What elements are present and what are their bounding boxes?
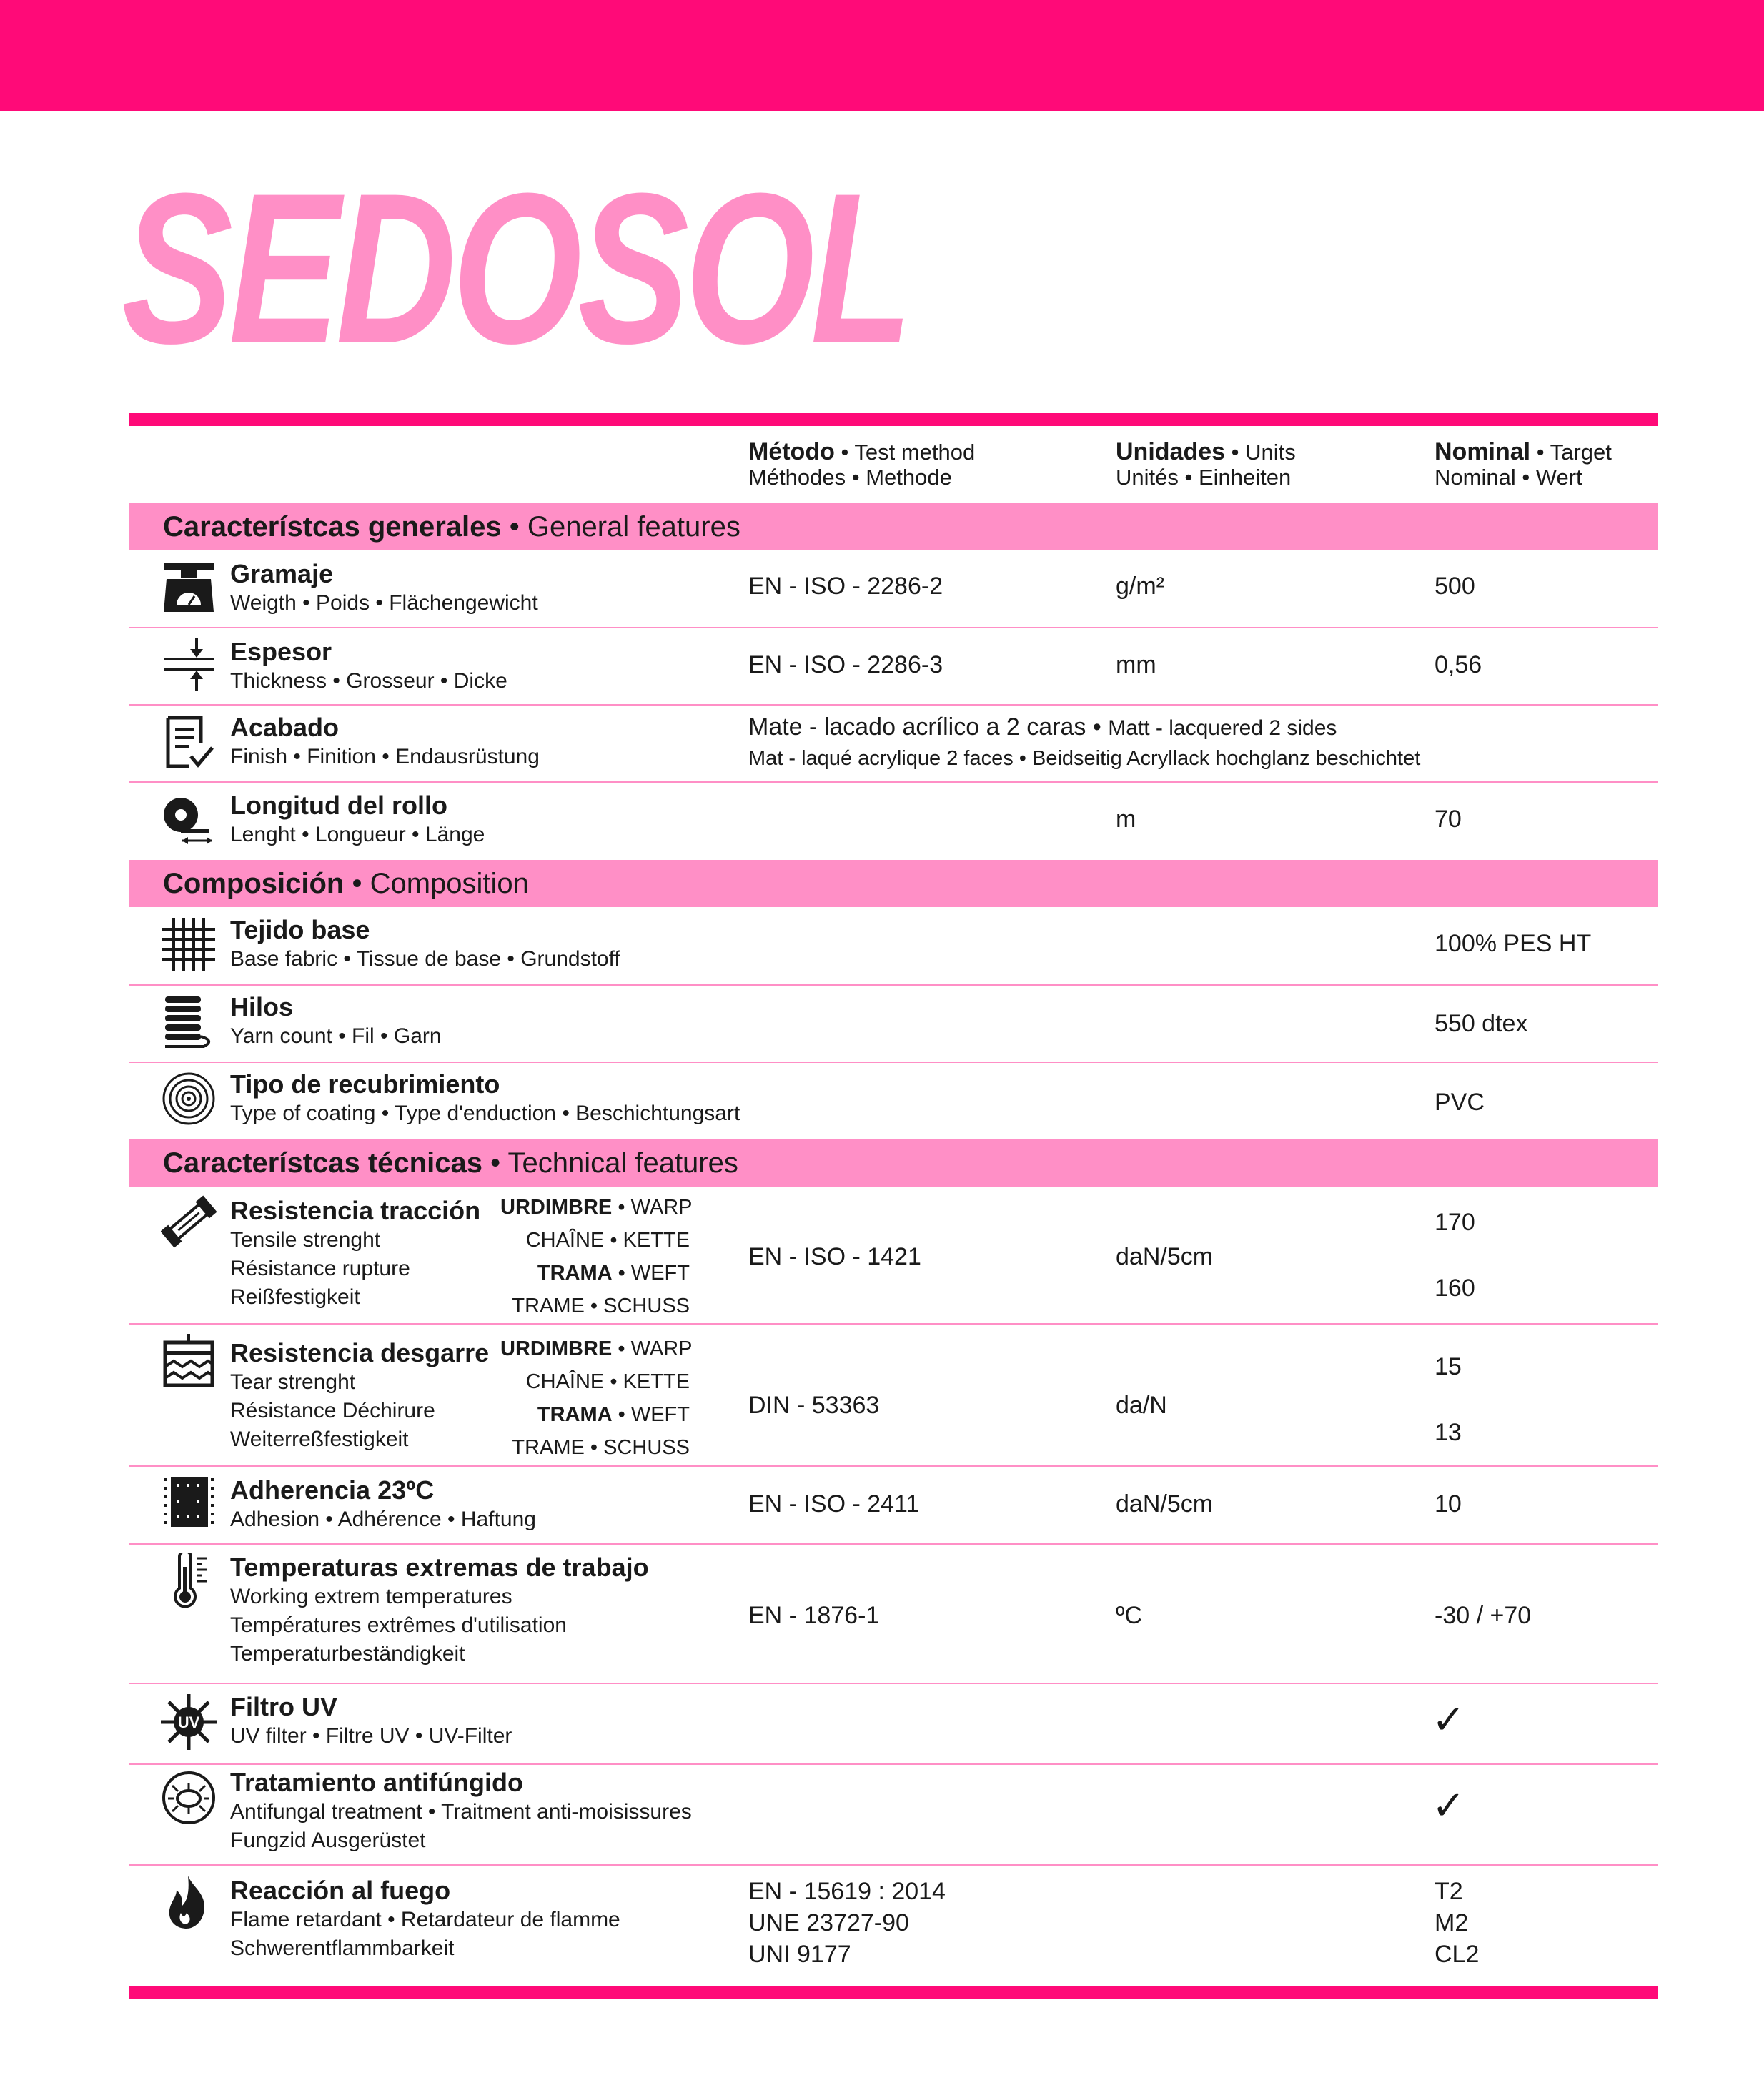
temperaturas-method: EN - 1876-1	[748, 1602, 880, 1629]
tear-test-icon	[161, 1334, 217, 1390]
row-separator	[129, 1543, 1658, 1545]
row-acabado-label: Acabado Finish • Finition • Endausrüstung	[230, 713, 540, 768]
row-gramaje-label: Gramaje Weigth • Poids • Flächengewicht	[230, 559, 538, 615]
row-uv-label: Filtro UV UV filter • Filtre UV • UV-Filter	[230, 1692, 512, 1748]
antifungal-icon	[161, 1770, 217, 1826]
row-tejido-label: Tejido base Base fabric • Tissue de base • Grundstoff	[230, 915, 620, 971]
longitud-unit: m	[1116, 806, 1136, 833]
thermometer-icon	[161, 1553, 217, 1608]
section-composition: Composición • Composition	[129, 860, 1658, 907]
desgarre-direction-labels: URDIMBRE • WARP CHAÎNE • KETTE TRAMA • WEFT TRAME • SCHUSS	[500, 1337, 693, 1459]
desgarre-unit: da/N	[1116, 1392, 1167, 1419]
top-rule	[129, 413, 1658, 426]
coating-layers-icon	[161, 1071, 217, 1127]
row-hilos-label: Hilos Yarn count • Fil • Garn	[230, 992, 442, 1048]
desgarre-method: DIN - 53363	[748, 1392, 880, 1419]
traccion-value-warp: 170	[1435, 1209, 1475, 1236]
row-espesor-label: Espesor Thickness • Grosseur • Dicke	[230, 637, 507, 693]
section-technical-features: Característcas técnicas • Technical features	[129, 1139, 1658, 1187]
row-separator	[129, 627, 1658, 628]
svg-text:UV: UV	[177, 1713, 200, 1731]
row-antifungico-label: Tratamiento antifúngido Antifungal treatment • Traitment anti-moisissures Fungzid Ausgerüstet	[230, 1768, 692, 1852]
product-title: SEDOSOL	[122, 148, 908, 388]
adherencia-value: 10	[1435, 1490, 1462, 1518]
desgarre-value-warp: 15	[1435, 1353, 1462, 1380]
row-separator	[129, 781, 1658, 783]
yarn-spool-icon	[161, 994, 217, 1049]
uv-check-icon: ✓	[1432, 1697, 1465, 1742]
top-bar	[0, 0, 1764, 111]
traccion-method: EN - ISO - 1421	[748, 1243, 921, 1270]
adherencia-unit: daN/5cm	[1116, 1490, 1214, 1518]
espesor-unit: mm	[1116, 651, 1156, 678]
row-separator	[129, 984, 1658, 986]
recubrimiento-value: PVC	[1435, 1089, 1485, 1116]
row-desgarre-label: Resistencia desgarre Tear strenght Résistance Déchirure Weiterreßfestigkeit	[230, 1338, 490, 1451]
espesor-method: EN - ISO - 2286-3	[748, 651, 943, 678]
row-separator	[129, 1763, 1658, 1765]
roll-length-icon	[161, 793, 217, 849]
traccion-direction-labels: URDIMBRE • WARP CHAÎNE • KETTE TRAMA • WEFT TRAME • SCHUSS	[500, 1196, 693, 1317]
thickness-icon	[161, 636, 217, 692]
tejido-value: 100% PES HT	[1435, 930, 1592, 957]
document-check-icon	[161, 715, 217, 771]
scale-icon	[161, 559, 217, 615]
row-traccion-label: Resistencia tracción Tensile strenght Résistance rupture Reißfestigkeit	[230, 1196, 481, 1309]
row-separator	[129, 1062, 1658, 1063]
adherencia-method: EN - ISO - 2411	[748, 1490, 920, 1518]
desgarre-value-weft: 13	[1435, 1419, 1462, 1446]
row-separator	[129, 1465, 1658, 1467]
header-method: Método • Test method Méthodes • Methode	[748, 438, 976, 490]
temperaturas-value: -30 / +70	[1435, 1602, 1532, 1629]
row-separator	[129, 1683, 1658, 1684]
espesor-value: 0,56	[1435, 651, 1482, 678]
temperaturas-unit: ºC	[1116, 1602, 1142, 1629]
gramaje-value: 500	[1435, 573, 1475, 600]
header-nominal: Nominal • Target Nominal • Wert	[1435, 438, 1612, 490]
section-general-features: Característcas generales • General features	[129, 503, 1658, 550]
hilos-value: 550 dtex	[1435, 1010, 1528, 1037]
row-longitud-label: Longitud del rollo Lenght • Longueur • Länge	[230, 791, 485, 846]
row-adherencia-label: Adherencia 23ºC Adhesion • Adhérence • Haftung	[230, 1475, 536, 1531]
row-recubrimiento-label: Tipo de recubrimiento Type of coating • Type d'enduction • Beschichtungsart	[230, 1069, 740, 1125]
row-separator	[129, 1864, 1658, 1866]
row-separator	[129, 1323, 1658, 1325]
flame-icon	[161, 1874, 217, 1930]
row-separator	[129, 704, 1658, 706]
longitud-value: 70	[1435, 806, 1462, 833]
tensile-test-icon	[161, 1194, 217, 1250]
fabric-grid-icon	[161, 916, 217, 972]
uv-sun-icon	[161, 1694, 217, 1750]
fuego-methods: EN - 15619 : 2014 UNE 23727-90 UNI 9177	[748, 1878, 946, 1968]
traccion-unit: daN/5cm	[1116, 1243, 1214, 1270]
adhesion-layer-icon	[161, 1474, 217, 1530]
traccion-value-weft: 160	[1435, 1275, 1475, 1302]
row-temperaturas-label: Temperaturas extremas de trabajo Working extrem temperatures Températures extrêmes d'utilisation Temperaturbeständigkeit	[230, 1553, 649, 1666]
bottom-rule	[129, 1986, 1658, 1999]
gramaje-method: EN - ISO - 2286-2	[748, 573, 943, 600]
antifungico-check-icon: ✓	[1432, 1783, 1465, 1828]
fuego-values: T2 M2 CL2	[1435, 1878, 1480, 1968]
header-units: Unidades • Units Unités • Einheiten	[1116, 438, 1296, 490]
gramaje-unit: g/m²	[1116, 573, 1164, 600]
acabado-description: Mate - lacado acrílico a 2 caras • Matt - lacquered 2 sides	[748, 713, 1337, 741]
row-fuego-label: Reacción al fuego Flame retardant • Retardateur de flamme Schwerentflammbarkeit	[230, 1876, 620, 1960]
acabado-description-line2: Mat - laqué acrylique 2 faces • Beidseitig Acryllack hochglanz beschichtet	[748, 747, 1421, 770]
